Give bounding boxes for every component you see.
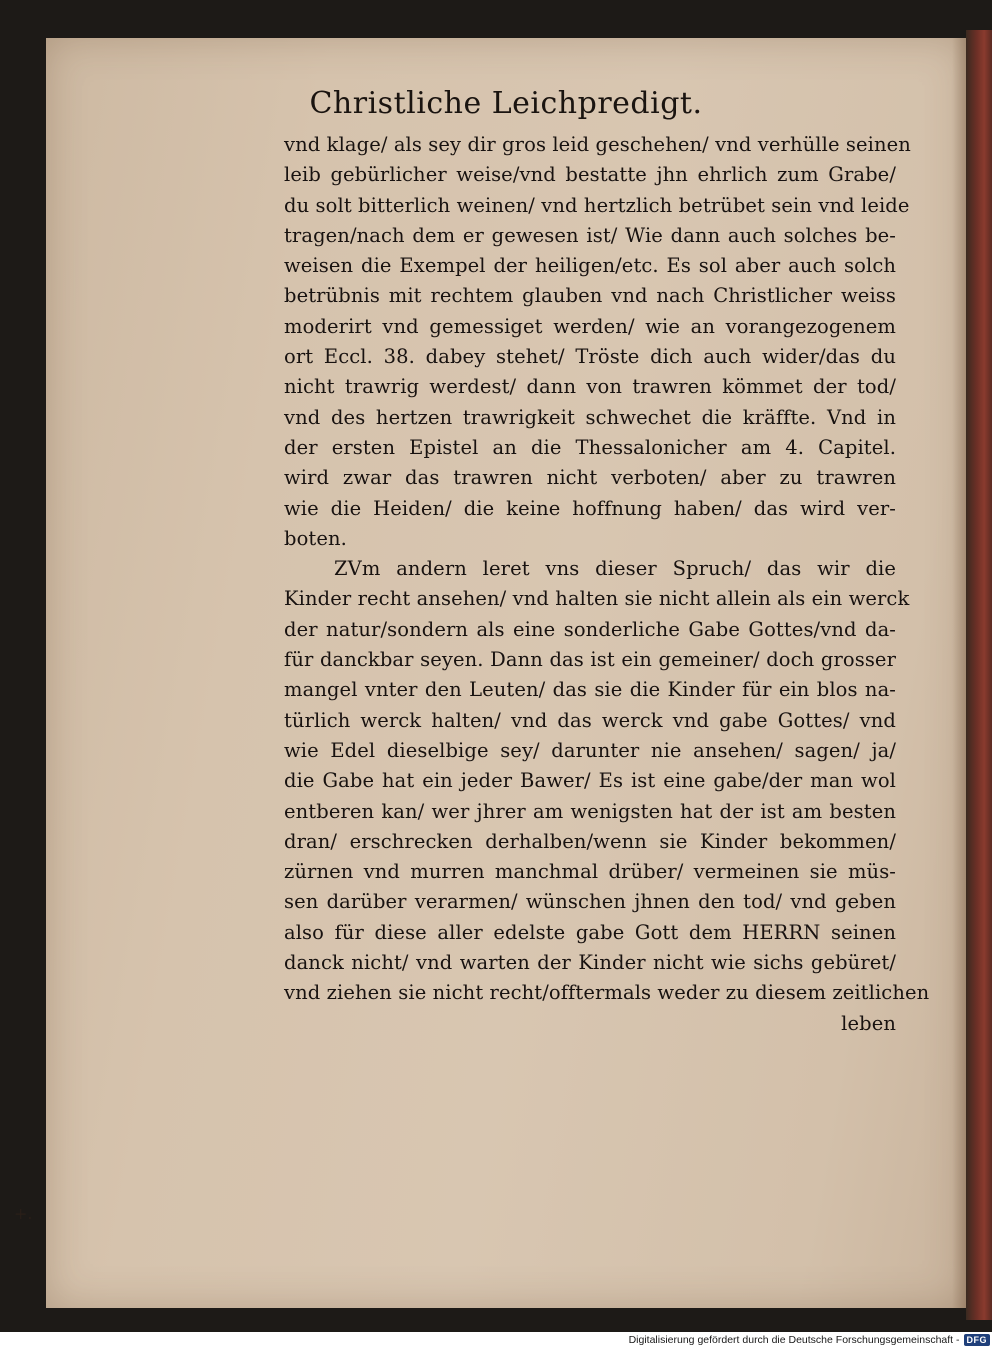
text-line: türlich werck halten/ vnd das werck vnd gabe Gottes/ vnd <box>284 708 896 732</box>
text-line: der ersten Epistel an die Thessalonicher am 4. Capitel. <box>284 435 896 459</box>
text-line: zürnen vnd murren manchmal drüber/ vermeinen sie müs- <box>284 860 896 884</box>
text-line: weisen die Exempel der heiligen/etc. Es sol aber auch solch <box>284 254 896 278</box>
text-line: tragen/nach dem er gewesen ist/ Wie dann auch solches be- <box>284 223 896 247</box>
book-edge <box>966 30 992 1320</box>
text-line: vnd klage/ als sey dir gros leid geschehen/ vnd verhülle seinen <box>284 133 911 156</box>
text-line: vnd ziehen sie nicht recht/offtermals weder zu diesem zeitlichen <box>284 981 930 1005</box>
text-line: mangel vnter den Leuten/ das sie die Kinder für ein blos na- <box>284 678 896 702</box>
text-line: ort Eccl. 38. dabey stehet/ Tröste dich auch wider/das du <box>284 345 896 369</box>
text-line: wie Edel dieselbige sey/ darunter nie ansehen/ sagen/ ja/ <box>284 738 896 762</box>
text-line: wird zwar das trawren nicht verboten/ aber zu trawren <box>284 466 896 490</box>
text-line: betrübnis mit rechtem glauben vnd nach Christlicher weiss <box>284 284 896 308</box>
margin-mark: +. <box>14 1204 33 1223</box>
dfg-logo-icon: DFG <box>964 1334 991 1346</box>
text-line: nicht trawrig werdest/ dann von trawren kömmet der tod/ <box>284 375 896 399</box>
text-line: sen darüber verarmen/ wünschen jhnen den tod/ vnd geben <box>284 890 896 914</box>
text-line: ZVm andern leret vns dieser Spruch/ das wir die <box>334 557 896 581</box>
text-line: der natur/sondern als eine sonderliche Gabe Gottes/vnd da- <box>284 617 896 641</box>
catchword: leben <box>841 1011 896 1035</box>
digitization-credit <box>629 1334 990 1346</box>
book-page <box>46 38 966 1308</box>
text-line: du solt bitterlich weinen/ vnd hertzlich betrübet sein vnd leide <box>284 193 910 217</box>
text-line: boten. <box>284 526 347 550</box>
text-line: danck nicht/ vnd warten der Kinder nicht wie sichs gebüret/ <box>284 951 896 975</box>
running-head: Christliche Leichpredigt. <box>309 86 703 121</box>
text-line: dran/ erschrecken derhalben/wenn sie Kinder bekommen/ <box>284 829 896 853</box>
text-line: für danckbar seyen. Dann das ist ein gemeiner/ doch grosser <box>284 648 896 672</box>
text-line: also für diese aller edelste gabe Gott dem HERRN seinen <box>284 920 896 944</box>
text-line: leib gebürlicher weise/vnd bestatte jhn ehrlich zum Grabe/ <box>284 163 896 187</box>
text-line: moderirt vnd gemessiget werden/ wie an vorangezogenem <box>284 314 896 338</box>
text-line: die Gabe hat ein jeder Bawer/ Es ist eine gabe/der man wol <box>284 769 896 793</box>
text-line: Kinder recht ansehen/ vnd halten sie nicht allein als ein werck <box>284 587 910 611</box>
credit-text: Digitalisierung gefördert durch die Deutsche Forschungsgemeinschaft - <box>628 1334 960 1346</box>
text-line: vnd des hertzen trawrigkeit schwechet die kräffte. Vnd in <box>284 405 896 429</box>
text-line: entberen kan/ wer jhrer am wenigsten hat der ist am besten <box>284 799 896 823</box>
text-line: wie die Heiden/ die keine hoffnung haben/ das wird ver- <box>284 496 896 520</box>
body-text <box>284 130 930 1039</box>
